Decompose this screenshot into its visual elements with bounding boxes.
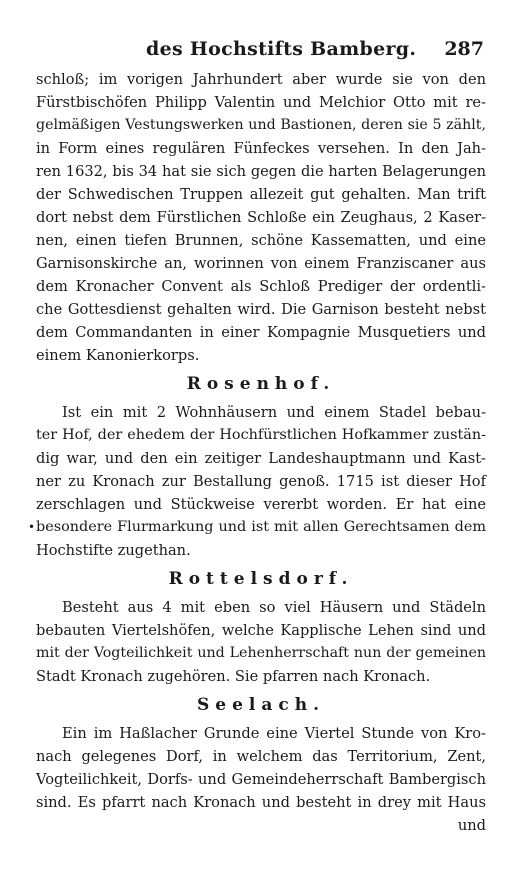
- text-line: Ein im Haßlacher Grunde eine Viertel Stunde von Kro-: [62, 725, 486, 742]
- running-title: des Hochstifts Bamberg.: [146, 38, 417, 60]
- text-line: gelmäßigen Vestungswerken und Bastionen, deren sie 5 zählt,: [36, 117, 486, 133]
- text-line: Vogteilichkeit, Dorfs- und Gemeindeherrschaft Bambergisch: [36, 771, 486, 788]
- paragraph-seelach: [36, 722, 486, 837]
- section-heading-rosenhof: Rosenhof.: [186, 374, 336, 394]
- catchword: und: [457, 817, 486, 834]
- paragraph-rosenhof: [28, 401, 486, 562]
- text-line: der Schwedischen Truppen allezeit gut gehalten. Man trift: [36, 186, 486, 203]
- text-line: in Form eines regulären Fünfeckes versehen. In den Jah-: [36, 140, 486, 157]
- text-line: Besteht aus 4 mit eben so viel Häusern und Städeln: [62, 599, 486, 616]
- text-line: che Gottesdienst gehalten wird. Die Garnison besteht nebst: [36, 301, 486, 318]
- text-line: bebauten Viertelshöfen, welche Kapplische Lehen sind und: [36, 622, 486, 639]
- paragraph-rottelsdorf: [36, 596, 486, 688]
- text-line: dem Kronacher Convent als Schloß Prediger der ordentli-: [36, 278, 486, 295]
- text-line: ren 1632, bis 34 hat sie sich gegen die harten Belagerungen: [36, 163, 486, 180]
- text-line: mit der Vogteilichkeit und Lehenherrschaft nun der gemeinen: [36, 645, 486, 661]
- text-line: nach gelegenes Dorf, in welchem das Territorium, Zent,: [36, 748, 486, 765]
- text-line: dem Commandanten in einer Kompagnie Musquetiers und: [36, 324, 486, 341]
- text-line: besondere Flurmarkung und ist mit allen Gerechtsamen dem: [36, 519, 486, 535]
- section-heading-seelach: Seelach.: [196, 695, 325, 715]
- text-line: Stadt Kronach zugehören. Sie pfarren nach Kronach.: [36, 668, 431, 685]
- text-line: ner zu Kronach zur Bestallung genoß. 1715 ist dieser Hof: [36, 473, 486, 490]
- text-line: nen, einen tiefen Brunnen, schöne Kassematten, und eine: [36, 232, 486, 249]
- text-line: sind. Es pfarrt nach Kronach und besteht in drey mit Haus: [36, 794, 486, 811]
- paragraph-festung: [36, 68, 486, 367]
- page-number: 287: [444, 38, 484, 60]
- book-page: [28, 38, 486, 837]
- margin-mark: •: [28, 520, 36, 534]
- running-head: [36, 38, 486, 68]
- text-line: schloß; im vorigen Jahrhundert aber wurde sie von den: [36, 71, 486, 88]
- text-line: einem Kanonierkorps.: [36, 347, 200, 364]
- text-line: Hochstifte zugethan.: [36, 542, 191, 559]
- text-line: zerschlagen und Stückweise vererbt worden. Er hat eine: [36, 496, 486, 513]
- text-line: Fürstbischöfen Philipp Valentin und Melchior Otto mit re-: [36, 94, 486, 111]
- section-heading-rottelsdorf: Rottelsdorf.: [168, 569, 354, 589]
- text-line: ter Hof, der ehedem der Hochfürstlichen Hofkammer zustän-: [36, 427, 486, 443]
- text-line: dort nebst dem Fürstlichen Schloße ein Zeughaus, 2 Kaser-: [36, 209, 486, 226]
- text-line: Garnisonskirche an, worinnen von einem Franziscaner aus: [36, 255, 486, 272]
- text-line: Ist ein mit 2 Wohnhäusern und einem Stadel bebau-: [62, 404, 486, 421]
- text-line: dig war, und den ein zeitiger Landeshauptmann und Kast-: [36, 450, 486, 467]
- text-line-with-margin-mark: [28, 516, 486, 539]
